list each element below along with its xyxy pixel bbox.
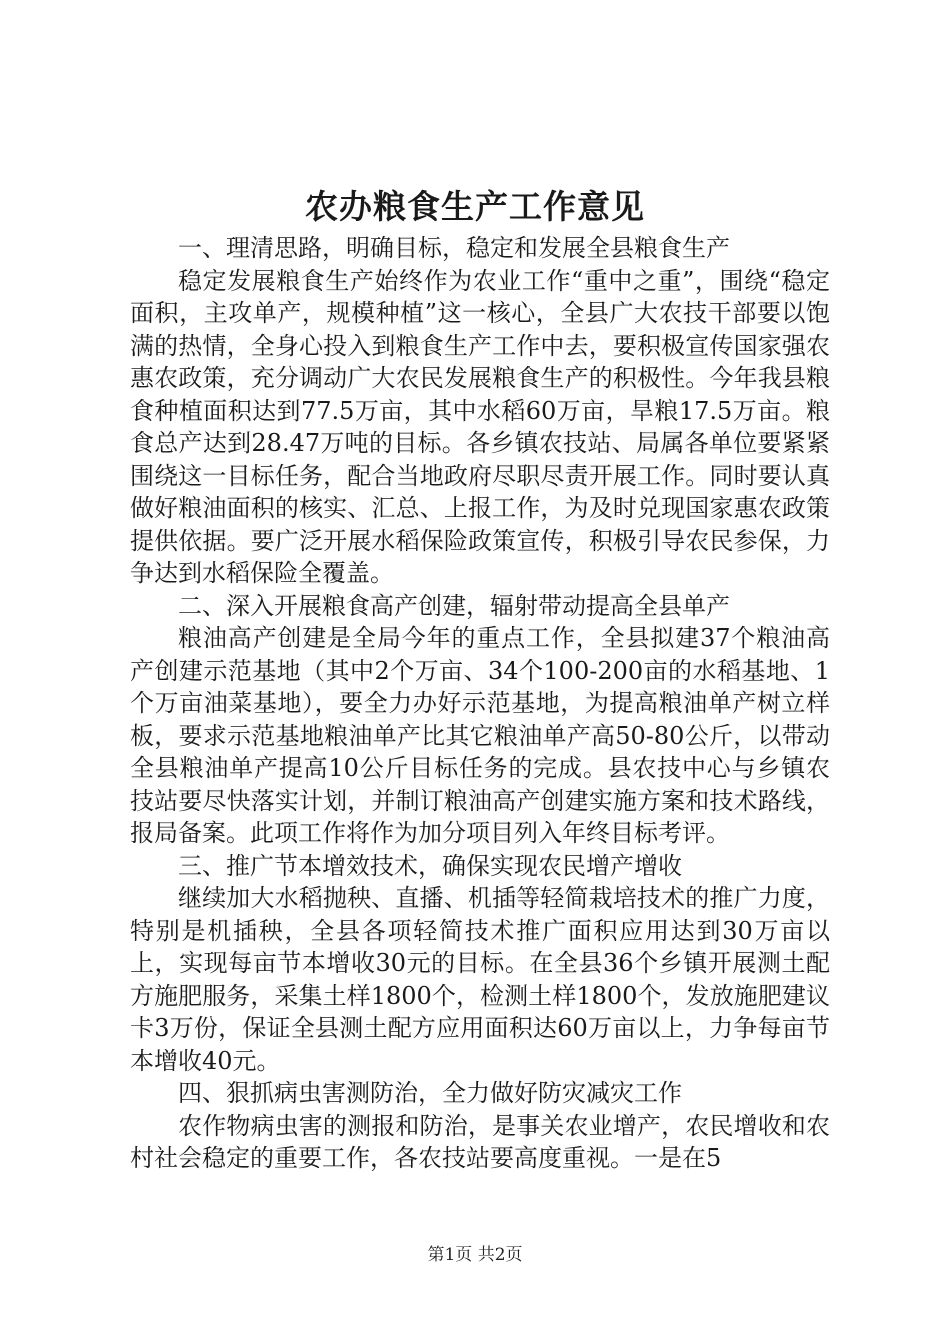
paragraph-3: 继续加大水稻抛秧、直播、机插等轻简栽培技术的推广力度，特别是机插秧，全县各项轻简技术推广面积应用达到30万亩以上，实现每亩节本增收30元的目标。在全县36个乡镇开展测土配方施肥服务，采集土样1800个，检测土样1800个，发放施肥建议卡3万份，保证全县测土配方应用面积达60万亩以上，力争每亩节本增收40元。	[130, 884, 830, 1075]
paragraph-1: 稳定发展粮食生产始终作为农业工作“重中之重”，围绕“稳定面积，主攻单产，规模种植”这一核心，全县广大农技干部要以饱满的热情，全身心投入到粮食生产工作中去，要积极宣传国家强农惠农政策，充分调动广大农民发展粮食生产的积极性。今年我县粮食种植面积达到77.5万亩，其中水稻60万亩，旱粮17.5万亩。粮食总产达到28.47万吨的目标。各乡镇农技站、局属各单位要紧紧围绕这一目标任务，配合当地政府尽职尽责开展工作。同时要认真做好粮油面积的核实、汇总、上报工作，为及时兑现国家惠农政策提供依据。要广泛开展水稻保险政策宣传，积极引导农民参保，力争达到水稻保险全覆盖。	[130, 266, 830, 587]
section-heading-1: 一、理清思路，明确目标，稳定和发展全县粮食生产	[178, 234, 730, 262]
section-heading-4: 四、狠抓病虫害测防治，全力做好防灾减灾工作	[178, 1079, 682, 1107]
page-number-footer: 第1页 共2页	[427, 1245, 523, 1265]
section-heading-2: 二、深入开展粮食高产创建，辐射带动提高全县单产	[178, 591, 730, 620]
document-title: 农办粮食生产工作意见	[305, 187, 645, 226]
paragraph-2: 粮油高产创建是全局今年的重点工作，全县拟建37个粮油高产创建示范基地（其中2个万亩、34个100-200亩的水稻基地、1个万亩油菜基地），要全力办好示范基地，为提高粮油单产树立样板，要求示范基地粮油单产比其它粮油单产高50-80公斤，以带动全县粮油单产提高10公斤目标任务的完成。县农技中心与乡镇农技站要尽快落实计划，并制订粮油高产创建实施方案和技术路线，报局备案。此项工作将作为加分项目列入年终目标考评。	[130, 624, 830, 847]
section-heading-3: 三、推广节本增效技术，确保实现农民增产增收	[178, 851, 682, 880]
document-body	[130, 232, 830, 1175]
paragraph-4: 农作物病虫害的测报和防治，是事关农业增产，农民增收和农村社会稳定的重要工作，各农技站要高度重视。一是在5	[130, 1111, 830, 1172]
